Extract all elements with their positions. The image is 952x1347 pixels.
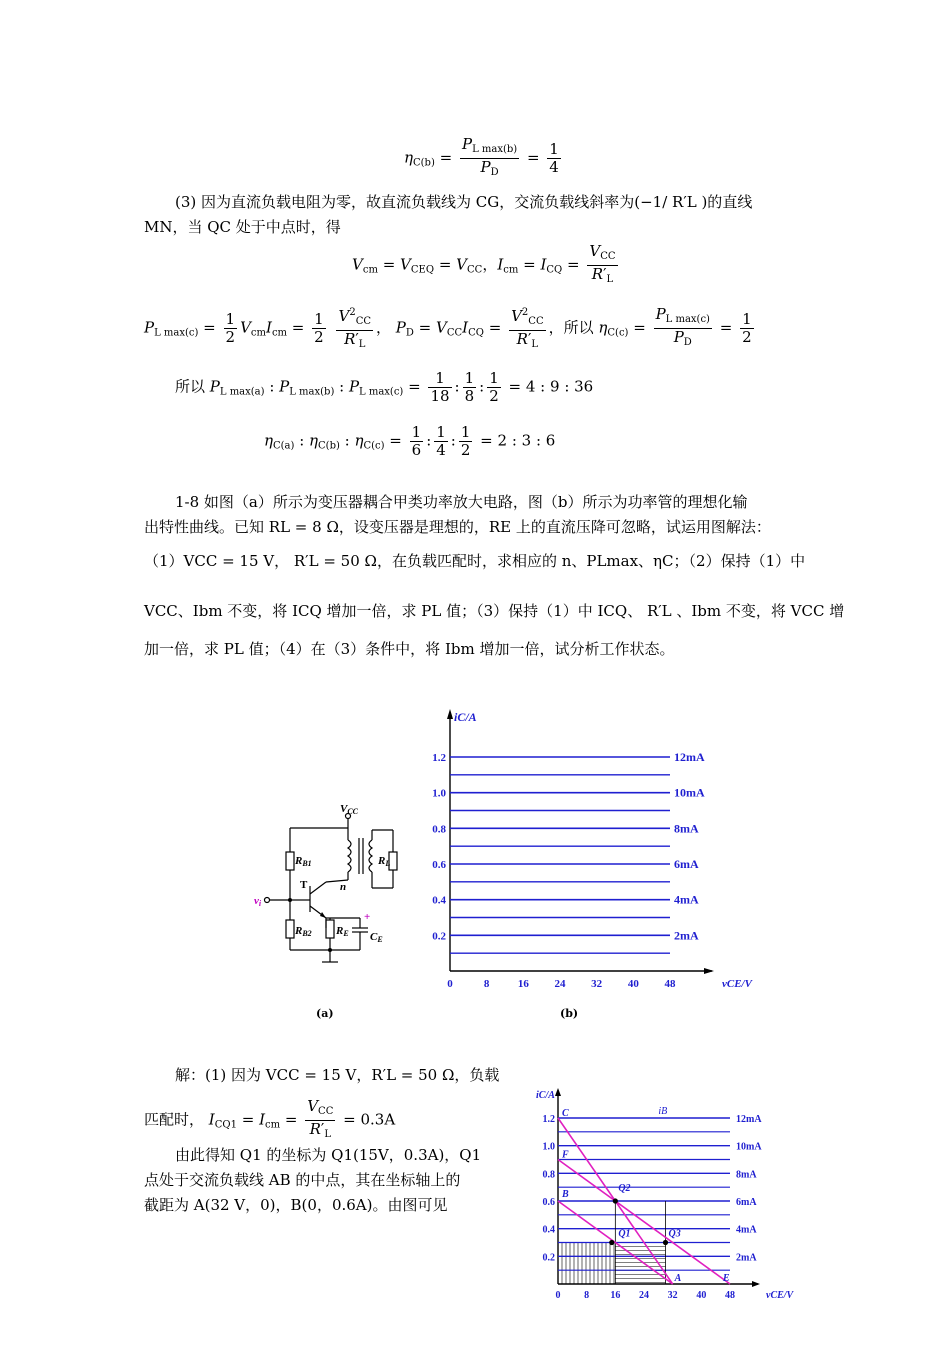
y-tick-label: 0.4 bbox=[542, 1224, 555, 1236]
y-tick-label: 0.4 bbox=[432, 894, 446, 907]
label-ce: CE bbox=[370, 931, 383, 944]
formula-pmax-c: $P_{L max(c)}$ = $\frac{1}{2}$ $V_{cm}I_{cm}$ = $\frac{1}{2}$ $\frac{V^2_{CC}}{R'_L}$ ， $P_D = V_{CC}I_{CQ}$ = $\frac{V^2_{CC}}{R'_L}$ ，所以 $\eta_{C(c)}$ = $\frac{P_{L max(c)}}{P_D}$ = $\frac{1}{2}$ bbox=[144, 305, 752, 350]
y-axis-label: iC/A bbox=[536, 1090, 555, 1101]
point-label-Q3: Q3 bbox=[668, 1228, 681, 1240]
problem-line5: 加一倍，求 PL 值；（4）在（3）条件中，将 Ibm 增加一倍，试分析工作状态。 bbox=[144, 640, 675, 658]
label-t: T bbox=[300, 879, 308, 891]
paragraph-3-line2: MN，当 QC 处于中点时，得 bbox=[144, 218, 341, 236]
point-label-B: B bbox=[562, 1189, 569, 1200]
point-label-Q1: Q1 bbox=[618, 1228, 631, 1240]
formula-vcm: $V_{cm} = V_{CEQ} = V_{CC}$，$I_{cm} = I_{CQ}$ = $\frac{V_{CC}}{R'_L}$ bbox=[352, 242, 616, 285]
label-re: RE bbox=[336, 925, 349, 938]
solution-line2: 匹配时， $I_{CQ1} = I_{cm}$ = $\frac{V_{CC}}{R'_L}$ = 0.3A bbox=[144, 1097, 396, 1140]
curve-label: 4mA bbox=[674, 892, 699, 907]
problem-line2: 出特性曲线。已知 RL = 8 Ω，设变压器是理想的，RE 上的直流压降可忽略，试运用图解法： bbox=[144, 518, 771, 536]
x-tick-label: 48 bbox=[725, 1290, 735, 1301]
curve-label: 8mA bbox=[674, 821, 699, 836]
y-tick-label: 1.0 bbox=[432, 787, 446, 800]
x-tick-label: 24 bbox=[639, 1290, 649, 1301]
formula-eta-b: $\eta_{C(b)}$ = $\frac{P_{L max(b)}}{P_D}$ = $\frac{1}{4}$ bbox=[404, 135, 559, 178]
y-axis-arrow bbox=[447, 709, 453, 719]
curve-label: 6mA bbox=[674, 857, 699, 871]
curve-label: 4mA bbox=[736, 1224, 757, 1236]
label-rb1: RB1 bbox=[295, 855, 312, 868]
y-tick-label: 0.2 bbox=[542, 1252, 555, 1264]
label-n: n bbox=[340, 881, 347, 893]
point-label-E: E bbox=[722, 1273, 730, 1284]
point-label-A: A bbox=[674, 1273, 682, 1284]
problem-line3: （1）VCC = 15 V， R′L = 50 Ω，在负载匹配时，求相应的 n、PLmax、ηC；（2）保持（1）中 bbox=[144, 552, 806, 570]
formula-ratio-p: 所以 $P_{L max(a)}$ : $P_{L max(b)}$ : $P_{L max(c)}$ = $\frac{1}{18}$ : $\frac{1}{8}$ : $\frac{1}{2}$ = 4 : 9 : 36 bbox=[175, 369, 594, 405]
y-tick-label: 1.2 bbox=[432, 752, 446, 764]
point-label-Q2: Q2 bbox=[618, 1183, 631, 1194]
x-tick-label: 16 bbox=[517, 978, 529, 990]
curve-label: 2mA bbox=[674, 928, 699, 943]
y-axis-label: iC/A bbox=[454, 710, 477, 724]
label-vi: vi bbox=[254, 895, 262, 908]
x-tick-label: 32 bbox=[591, 978, 603, 990]
y-tick-label: 1.0 bbox=[542, 1141, 555, 1153]
x-tick-label: 48 bbox=[664, 978, 676, 990]
x-tick-label: 40 bbox=[696, 1290, 707, 1301]
y-tick-label: 0.2 bbox=[432, 930, 446, 943]
point-label-C: C bbox=[562, 1108, 569, 1119]
problem-line1: 1-8 如图（a）所示为变压器耦合甲类功率放大电路，图（b）所示为功率管的理想化输 bbox=[175, 493, 748, 511]
x-tick-label: 0 bbox=[555, 1290, 561, 1301]
x-tick-label: 8 bbox=[584, 1290, 590, 1301]
x-axis-arrow bbox=[704, 968, 714, 974]
ib-label: iB bbox=[658, 1106, 668, 1117]
operating-point-Q1 bbox=[609, 1240, 614, 1245]
curve-label: 6mA bbox=[736, 1197, 757, 1208]
y-tick-label: 0.6 bbox=[432, 859, 446, 871]
operating-point-Q2 bbox=[613, 1198, 618, 1203]
y-axis-arrow bbox=[555, 1088, 561, 1096]
x-tick-label: 24 bbox=[554, 978, 566, 990]
x-axis-label: vCE/V bbox=[722, 978, 752, 990]
curve-label: 12mA bbox=[736, 1114, 762, 1125]
x-tick-label: 8 bbox=[483, 978, 490, 990]
curve-label: 8mA bbox=[736, 1169, 757, 1181]
operating-point-Q3 bbox=[663, 1240, 668, 1245]
curve-label: 10mA bbox=[736, 1141, 762, 1153]
formula-ratio-eta: $\eta_{C(a)}$ : $\eta_{C(b)}$ : $\eta_{C(c)}$ = $\frac{1}{6}$ : $\frac{1}{4}$ : $\frac{1}{2}$ = 2 : 3 : 6 bbox=[264, 423, 556, 459]
x-tick-label: 40 bbox=[627, 978, 639, 990]
curve-label: 10mA bbox=[674, 785, 705, 800]
label-rb2: RB2 bbox=[295, 925, 312, 938]
load-line-FE bbox=[558, 1160, 730, 1285]
solution-line3: 由此得知 Q1 的坐标为 Q1(15V，0.3A)，Q1 bbox=[175, 1146, 482, 1164]
solution-line4: 点处于交流负载线 AB 的中点，其在坐标轴上的 bbox=[144, 1171, 461, 1189]
label-plus: + bbox=[364, 911, 371, 923]
label-rl: RL bbox=[378, 855, 391, 868]
y-tick-label: 0.8 bbox=[432, 823, 446, 836]
caption-a: (a) bbox=[316, 1007, 334, 1020]
label-vcc: VCC bbox=[340, 803, 359, 816]
solution-line5: 截距为 A(32 V，0)，B(0，0.6A)。由图可见 bbox=[144, 1196, 448, 1214]
y-tick-label: 0.8 bbox=[542, 1169, 555, 1181]
circuit-diagram bbox=[248, 800, 418, 975]
point-label-F: F bbox=[562, 1149, 569, 1161]
chart-c bbox=[520, 1088, 800, 1318]
solution-line1: 解：(1) 因为 VCC = 15 V，R′L = 50 Ω，负载 bbox=[175, 1066, 500, 1084]
x-tick-label: 0 bbox=[447, 978, 453, 990]
x-tick-label: 32 bbox=[667, 1290, 678, 1301]
problem-line4: VCC、Ibm 不变，将 ICQ 增加一倍，求 PL 值；（3）保持（1）中 ICQ、 R′L 、Ibm 不变，将 VCC 增 bbox=[144, 602, 845, 620]
x-axis-arrow bbox=[752, 1281, 760, 1287]
solution-line2-label: 匹配时， bbox=[144, 1110, 205, 1129]
y-tick-label: 1.2 bbox=[542, 1114, 555, 1125]
hatched-region bbox=[558, 1243, 666, 1285]
curve-label: 12mA bbox=[674, 750, 705, 764]
x-tick-label: 16 bbox=[610, 1290, 621, 1301]
y-tick-label: 0.6 bbox=[542, 1197, 555, 1208]
curve-label: 2mA bbox=[736, 1252, 757, 1264]
caption-b: (b) bbox=[560, 1007, 579, 1020]
chart-b bbox=[420, 705, 752, 1005]
paragraph-3-line1: (3) 因为直流负载电阻为零，故直流负载线为 CG，交流负载线斜率为(−1/ R′L )的直线 bbox=[175, 193, 753, 211]
x-axis-label: vCE/V bbox=[766, 1290, 794, 1301]
